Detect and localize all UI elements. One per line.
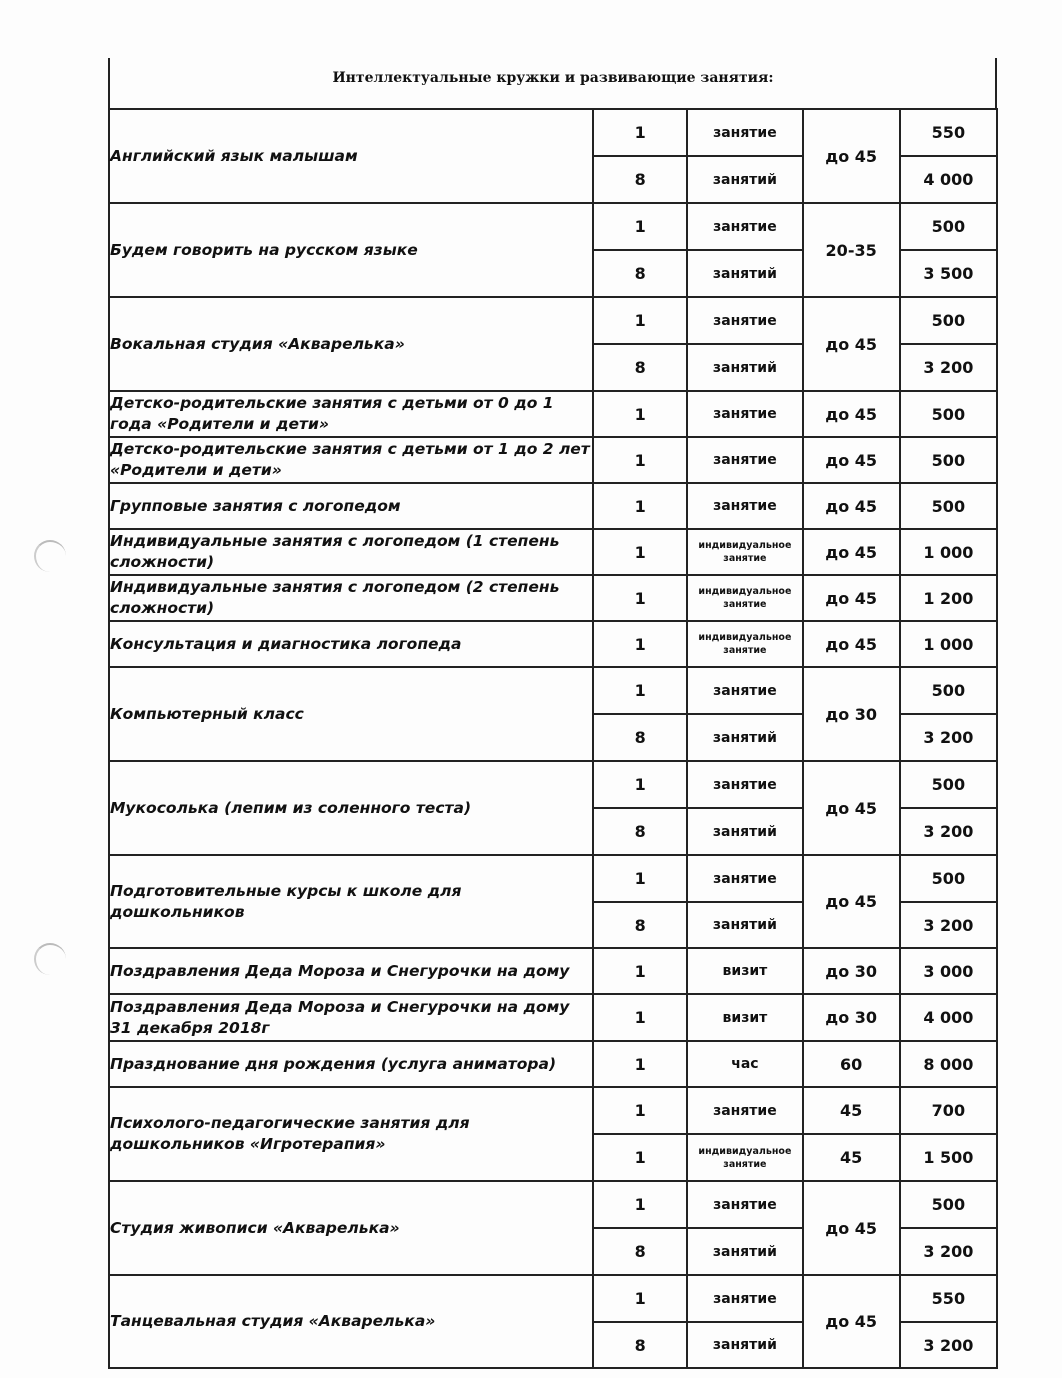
quantity-cell: 8 xyxy=(593,156,687,203)
price-cell: 500 xyxy=(900,203,997,250)
quantity-cell: 8 xyxy=(593,808,687,855)
duration-cell: 20-35 xyxy=(803,203,900,297)
service-name-cell: Студия живописи «Акварелька» xyxy=(109,1181,593,1275)
duration-cell: до 45 xyxy=(803,621,900,667)
price-cell: 500 xyxy=(900,667,997,714)
duration-cell: до 45 xyxy=(803,1181,900,1275)
duration-cell: до 45 xyxy=(803,529,900,575)
price-cell: 700 xyxy=(900,1087,997,1134)
unit-cell: визит xyxy=(687,994,802,1041)
unit-cell: занятие xyxy=(687,1181,802,1228)
service-name-cell: Индивидуальные занятия с логопедом (1 степень сложности) xyxy=(109,529,593,575)
unit-cell: занятие xyxy=(687,1087,802,1134)
price-cell: 8 000 xyxy=(900,1041,997,1087)
quantity-cell: 1 xyxy=(593,575,687,621)
price-cell: 4 000 xyxy=(900,156,997,203)
duration-cell: до 45 xyxy=(803,1275,900,1368)
unit-cell: занятие xyxy=(687,761,802,808)
duration-cell: до 45 xyxy=(803,437,900,483)
table-row xyxy=(109,529,997,575)
table-row xyxy=(109,391,997,437)
unit-cell: занятие xyxy=(687,437,802,483)
quantity-cell: 1 xyxy=(593,948,687,994)
duration-cell: до 30 xyxy=(803,948,900,994)
duration-cell: до 45 xyxy=(803,391,900,437)
service-name-cell: Консультация и диагностика логопеда xyxy=(109,621,593,667)
duration-cell: до 45 xyxy=(803,575,900,621)
quantity-cell: 1 xyxy=(593,1181,687,1228)
quantity-cell: 1 xyxy=(593,1041,687,1087)
price-cell: 1 000 xyxy=(900,529,997,575)
price-cell: 3 200 xyxy=(900,344,997,391)
duration-cell: до 45 xyxy=(803,297,900,391)
price-cell: 3 000 xyxy=(900,948,997,994)
service-name-cell: Психолого-педагогические занятия для дошкольников «Игротерапия» xyxy=(109,1087,593,1181)
service-name-cell: Вокальная студия «Акварелька» xyxy=(109,297,593,391)
quantity-cell: 1 xyxy=(593,667,687,714)
quantity-cell: 1 xyxy=(593,203,687,250)
unit-cell: занятие xyxy=(687,109,802,156)
price-cell: 3 200 xyxy=(900,902,997,948)
unit-cell: занятий xyxy=(687,714,802,761)
price-cell: 1 200 xyxy=(900,575,997,621)
service-name-cell: Компьютерный класс xyxy=(109,667,593,761)
table-row xyxy=(109,1181,997,1228)
table-row xyxy=(109,203,997,250)
unit-cell: занятий xyxy=(687,250,802,297)
unit-cell: индивидуальное занятие xyxy=(687,1134,802,1181)
unit-cell: занятие xyxy=(687,1275,802,1322)
unit-cell: занятие xyxy=(687,297,802,344)
table-row xyxy=(109,575,997,621)
unit-cell: час xyxy=(687,1041,802,1087)
unit-cell: визит xyxy=(687,948,802,994)
table-row xyxy=(109,948,997,994)
service-name-cell: Поздравления Деда Мороза и Снегурочки на дому xyxy=(109,948,593,994)
table-row xyxy=(109,1087,997,1134)
unit-cell: индивидуальное занятие xyxy=(687,575,802,621)
duration-cell: до 30 xyxy=(803,667,900,761)
unit-cell: занятий xyxy=(687,156,802,203)
unit-cell: занятие xyxy=(687,855,802,902)
quantity-cell: 1 xyxy=(593,1087,687,1134)
duration-cell: до 45 xyxy=(803,109,900,203)
unit-cell: занятий xyxy=(687,808,802,855)
duration-cell: 45 xyxy=(803,1134,900,1181)
price-cell: 500 xyxy=(900,483,997,529)
service-name-cell: Английский язык малышам xyxy=(109,109,593,203)
service-name-cell: Детско-родительские занятия с детьми от 0 до 1 года «Родители и дети» xyxy=(109,391,593,437)
duration-cell: 45 xyxy=(803,1087,900,1134)
unit-cell: занятие xyxy=(687,667,802,714)
quantity-cell: 1 xyxy=(593,855,687,902)
duration-cell: до 45 xyxy=(803,483,900,529)
quantity-cell: 8 xyxy=(593,1322,687,1368)
unit-cell: индивидуальное занятие xyxy=(687,529,802,575)
price-cell: 3 200 xyxy=(900,714,997,761)
price-cell: 500 xyxy=(900,855,997,902)
unit-cell: занятий xyxy=(687,1228,802,1275)
price-cell: 550 xyxy=(900,1275,997,1322)
price-cell: 1 500 xyxy=(900,1134,997,1181)
duration-cell: до 30 xyxy=(803,994,900,1041)
price-cell: 500 xyxy=(900,391,997,437)
quantity-cell: 1 xyxy=(593,994,687,1041)
unit-cell: занятий xyxy=(687,344,802,391)
service-name-cell: Танцевальная студия «Акварелька» xyxy=(109,1275,593,1368)
quantity-cell: 8 xyxy=(593,902,687,948)
unit-cell: занятие xyxy=(687,391,802,437)
price-cell: 3 200 xyxy=(900,808,997,855)
section-title: Интеллектуальные кружки и развивающие занятия: xyxy=(332,70,774,86)
table-row xyxy=(109,667,997,714)
service-name-cell: Празднование дня рождения (услуга аниматора) xyxy=(109,1041,593,1087)
table-row xyxy=(109,1041,997,1087)
service-name-cell: Детско-родительские занятия с детьми от 1 до 2 лет «Родители и дети» xyxy=(109,437,593,483)
table-row xyxy=(109,437,997,483)
quantity-cell: 8 xyxy=(593,1228,687,1275)
quantity-cell: 1 xyxy=(593,437,687,483)
table-row xyxy=(109,483,997,529)
quantity-cell: 8 xyxy=(593,250,687,297)
quantity-cell: 1 xyxy=(593,1134,687,1181)
table-row xyxy=(109,855,997,902)
quantity-cell: 1 xyxy=(593,621,687,667)
punch-hole-mark xyxy=(34,943,66,975)
unit-cell: занятие xyxy=(687,483,802,529)
price-cell: 500 xyxy=(900,761,997,808)
price-cell: 4 000 xyxy=(900,994,997,1041)
duration-cell: до 45 xyxy=(803,761,900,855)
price-cell: 550 xyxy=(900,109,997,156)
duration-cell: 60 xyxy=(803,1041,900,1087)
unit-cell: индивидуальное занятие xyxy=(687,621,802,667)
quantity-cell: 1 xyxy=(593,109,687,156)
price-cell: 1 000 xyxy=(900,621,997,667)
price-cell: 3 200 xyxy=(900,1228,997,1275)
quantity-cell: 1 xyxy=(593,297,687,344)
quantity-cell: 1 xyxy=(593,1275,687,1322)
service-name-cell: Поздравления Деда Мороза и Снегурочки на дому 31 декабря 2018г xyxy=(109,994,593,1041)
punch-hole-mark xyxy=(34,540,66,572)
unit-cell: занятий xyxy=(687,1322,802,1368)
service-name-cell: Подготовительные курсы к школе для дошкольников xyxy=(109,855,593,948)
price-table xyxy=(108,108,998,1369)
table-row xyxy=(109,109,997,156)
price-table-body xyxy=(109,109,997,1368)
price-cell: 500 xyxy=(900,437,997,483)
quantity-cell: 8 xyxy=(593,714,687,761)
quantity-cell: 1 xyxy=(593,761,687,808)
quantity-cell: 1 xyxy=(593,391,687,437)
quantity-cell: 1 xyxy=(593,483,687,529)
service-name-cell: Групповые занятия с логопедом xyxy=(109,483,593,529)
service-name-cell: Будем говорить на русском языке xyxy=(109,203,593,297)
service-name-cell: Индивидуальные занятия с логопедом (2 степень сложности) xyxy=(109,575,593,621)
table-row xyxy=(109,621,997,667)
table-row xyxy=(109,761,997,808)
price-cell: 500 xyxy=(900,297,997,344)
price-cell: 3 500 xyxy=(900,250,997,297)
table-row xyxy=(109,994,997,1041)
unit-cell: занятий xyxy=(687,902,802,948)
quantity-cell: 8 xyxy=(593,344,687,391)
price-cell: 500 xyxy=(900,1181,997,1228)
table-row xyxy=(109,297,997,344)
price-cell: 3 200 xyxy=(900,1322,997,1368)
duration-cell: до 45 xyxy=(803,855,900,948)
table-row xyxy=(109,1275,997,1322)
unit-cell: занятие xyxy=(687,203,802,250)
service-name-cell: Мукосолька (лепим из соленного теста) xyxy=(109,761,593,855)
quantity-cell: 1 xyxy=(593,529,687,575)
